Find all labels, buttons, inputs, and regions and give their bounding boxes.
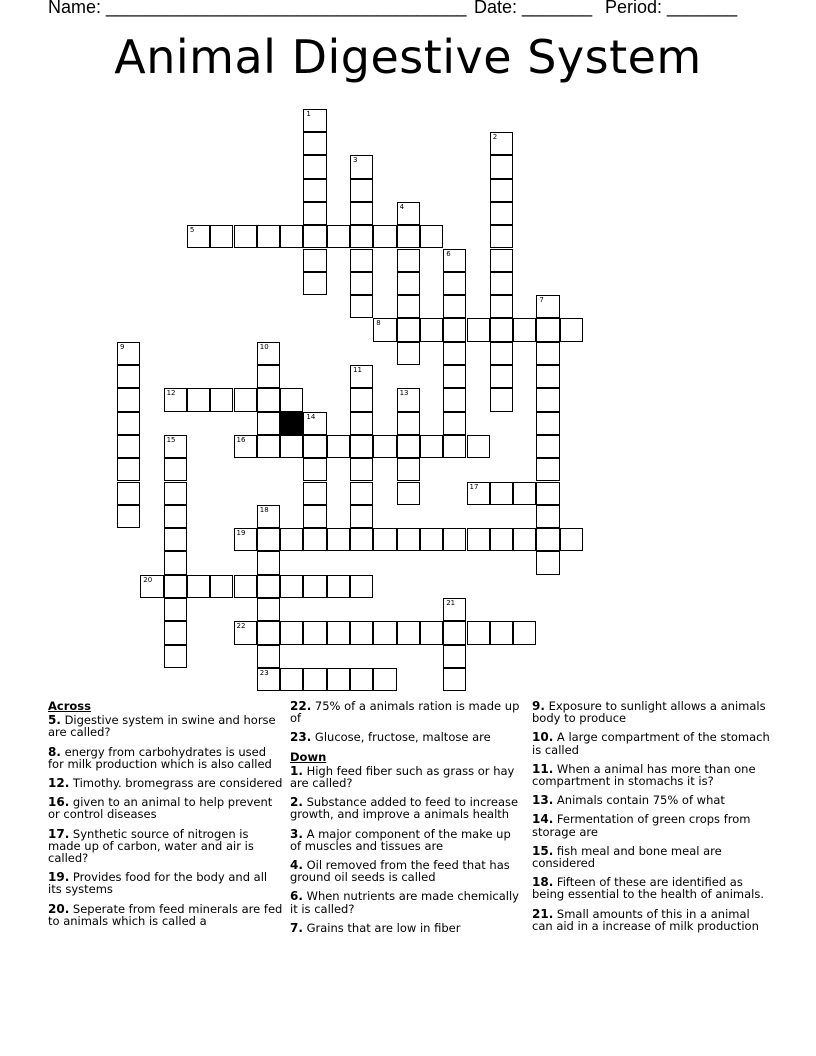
- clue-text: Grains that are low in fiber: [302, 920, 461, 935]
- grid-cell[interactable]: [303, 179, 326, 202]
- clue-item: [48, 777, 283, 789]
- clue-number: 2: [492, 133, 498, 141]
- clue-number: 17: [469, 482, 479, 491]
- grid-cell[interactable]: [280, 668, 303, 691]
- grid-cell[interactable]: [397, 272, 420, 295]
- grid-cell[interactable]: [490, 482, 513, 505]
- clue-item: [532, 876, 772, 900]
- clue-number: 17.: [48, 826, 70, 841]
- clue-number: 22: [236, 622, 246, 631]
- grid-cell[interactable]: [443, 388, 466, 411]
- clue-text: A major component of the make up of muscles and tissues are: [290, 826, 511, 853]
- black-cell: [280, 412, 303, 435]
- grid-cell[interactable]: [490, 295, 513, 318]
- grid-cell[interactable]: [257, 225, 280, 248]
- clue-item: [48, 796, 283, 820]
- grid-cell[interactable]: [350, 365, 373, 388]
- clue-item: [290, 890, 525, 914]
- clue-item: [290, 731, 525, 743]
- clue-item: [48, 828, 283, 865]
- grid-cell[interactable]: [490, 342, 513, 365]
- grid-cell[interactable]: [536, 388, 559, 411]
- grid-cell[interactable]: [420, 225, 443, 248]
- grid-cell[interactable]: [164, 598, 187, 621]
- name-field-label: Name: ____________________________________: [48, 0, 467, 17]
- clue-item: [532, 763, 772, 787]
- grid-cell[interactable]: [397, 249, 420, 272]
- clue-text: Small amounts of this in a animal can aid in a increase of milk production: [532, 906, 759, 933]
- grid-cell[interactable]: [257, 668, 280, 691]
- clue-text: fish meal and bone meal are considered: [532, 843, 722, 871]
- grid-cell[interactable]: [257, 365, 280, 388]
- grid-cell[interactable]: [536, 295, 559, 318]
- grid-cell[interactable]: [257, 575, 280, 598]
- grid-cell[interactable]: [373, 621, 396, 644]
- grid-cell[interactable]: [443, 435, 466, 458]
- grid-cell[interactable]: [536, 458, 559, 481]
- clue-number: 5: [189, 226, 195, 235]
- grid-cell[interactable]: [303, 249, 326, 272]
- clue-number: 13.: [532, 793, 554, 808]
- grid-cell[interactable]: [210, 575, 233, 598]
- clue-item: [532, 700, 772, 724]
- clue-number: 14.: [532, 812, 554, 827]
- clue-item: [48, 871, 283, 895]
- clue-text: Animals contain 75% of what: [553, 793, 725, 808]
- clue-number: 9.: [532, 699, 545, 713]
- grid-cell[interactable]: [117, 388, 140, 411]
- clue-item: [290, 859, 525, 883]
- grid-cell[interactable]: [490, 388, 513, 411]
- grid-cell[interactable]: [443, 621, 466, 644]
- clue-number: 3: [353, 156, 358, 165]
- grid-cell[interactable]: [536, 551, 559, 574]
- grid-cell[interactable]: [536, 482, 559, 505]
- grid-cell[interactable]: [187, 225, 210, 248]
- grid-cell[interactable]: [397, 412, 420, 435]
- clue-number: 16: [236, 435, 246, 444]
- grid-cell[interactable]: [490, 155, 513, 178]
- grid-cell[interactable]: [443, 668, 466, 691]
- clue-text: Exposure to sunlight allows a animals body to produce: [532, 699, 766, 726]
- clue-text: given to an animal to help prevent or control diseases: [48, 795, 273, 822]
- grid-cell[interactable]: [420, 318, 443, 341]
- grid-cell[interactable]: [490, 318, 513, 341]
- grid-cell[interactable]: [373, 318, 396, 341]
- clue-text: Glucose, fructose, maltose are: [311, 730, 491, 745]
- grid-cell[interactable]: [373, 528, 396, 551]
- grid-cell[interactable]: [350, 225, 373, 248]
- clue-number: 6.: [290, 889, 303, 904]
- clue-number: 9: [120, 342, 125, 351]
- grid-cell[interactable]: [467, 435, 490, 458]
- grid-cell[interactable]: [164, 621, 187, 644]
- grid-cell[interactable]: [490, 225, 513, 248]
- grid-cell[interactable]: [397, 295, 420, 318]
- clue-item: [532, 845, 772, 869]
- clue-item: [48, 746, 283, 770]
- grid-cell[interactable]: [536, 435, 559, 458]
- clues-column-1: [48, 700, 283, 934]
- grid-cell[interactable]: [536, 318, 559, 341]
- grid-cell[interactable]: [443, 598, 466, 621]
- clue-number: 7.: [290, 920, 303, 935]
- grid-cell[interactable]: [234, 388, 257, 411]
- grid-cell[interactable]: [350, 202, 373, 225]
- grid-cell[interactable]: [327, 435, 350, 458]
- grid-cell[interactable]: [397, 225, 420, 248]
- grid-cell[interactable]: [303, 435, 326, 458]
- grid-cell[interactable]: [350, 388, 373, 411]
- clue-item: [290, 700, 525, 724]
- grid-cell[interactable]: [420, 621, 443, 644]
- clue-item: [532, 813, 772, 837]
- grid-cell[interactable]: [397, 621, 420, 644]
- clue-item: [48, 714, 283, 738]
- clue-text: Synthetic source of nitrogen is made up of carbon, water and air is called?: [48, 826, 254, 866]
- page-title: Animal Digestive System: [114, 30, 702, 84]
- grid-cell[interactable]: [443, 295, 466, 318]
- grid-cell[interactable]: [327, 668, 350, 691]
- grid-cell[interactable]: [280, 621, 303, 644]
- grid-cell[interactable]: [536, 505, 559, 528]
- across-heading: Across: [48, 699, 91, 713]
- grid-cell[interactable]: [397, 435, 420, 458]
- down-heading: Down: [290, 749, 327, 764]
- grid-cell[interactable]: [303, 202, 326, 225]
- grid-cell[interactable]: [257, 412, 280, 435]
- clue-text: Substance added to feed to increase growth, and improve a animals health: [290, 795, 519, 822]
- grid-cell[interactable]: [420, 528, 443, 551]
- grid-cell[interactable]: [536, 412, 559, 435]
- grid-cell[interactable]: [303, 132, 326, 155]
- grid-cell[interactable]: [560, 318, 583, 341]
- clue-number: 14: [306, 412, 316, 421]
- clue-number: 22.: [290, 699, 312, 713]
- clue-number: 3.: [290, 826, 303, 841]
- grid-cell[interactable]: [210, 388, 233, 411]
- grid-cell[interactable]: [443, 272, 466, 295]
- grid-cell[interactable]: [234, 528, 257, 551]
- grid-cell[interactable]: [350, 435, 373, 458]
- clue-number: 20.: [48, 901, 70, 916]
- grid-cell[interactable]: [303, 668, 326, 691]
- grid-cell[interactable]: [490, 365, 513, 388]
- clue-number: 12: [166, 389, 176, 398]
- clue-number: 20: [143, 575, 153, 584]
- clue-text: When a animal has more than one compartment in stomachs it is?: [532, 761, 756, 789]
- grid-cell[interactable]: [467, 621, 490, 644]
- grid-cell[interactable]: [536, 528, 559, 551]
- grid-cell[interactable]: [443, 528, 466, 551]
- clue-text: Timothy. bromegrass are considered: [69, 776, 283, 791]
- grid-cell[interactable]: [280, 575, 303, 598]
- clue-text: High feed fiber such as grass or hay are called?: [290, 763, 515, 791]
- grid-cell[interactable]: [257, 342, 280, 365]
- grid-cell[interactable]: [117, 365, 140, 388]
- grid-cell[interactable]: [257, 435, 280, 458]
- clue-text: Digestive system in swine and horse are called?: [48, 713, 276, 740]
- grid-cell[interactable]: [164, 482, 187, 505]
- grid-cell[interactable]: [164, 458, 187, 481]
- clue-number: 23.: [290, 730, 312, 745]
- grid-cell[interactable]: [373, 435, 396, 458]
- grid-cell[interactable]: [350, 482, 373, 505]
- clue-item: [532, 908, 772, 932]
- clue-number: 15: [166, 435, 176, 444]
- grid-cell[interactable]: [164, 435, 187, 458]
- grid-cell[interactable]: [420, 435, 443, 458]
- clue-number: 12.: [48, 776, 70, 791]
- grid-cell[interactable]: [513, 528, 536, 551]
- grid-cell[interactable]: [443, 249, 466, 272]
- clues-column-3: [532, 700, 772, 939]
- grid-cell[interactable]: [117, 412, 140, 435]
- grid-cell[interactable]: [350, 528, 373, 551]
- grid-cell[interactable]: [327, 621, 350, 644]
- grid-cell[interactable]: [210, 225, 233, 248]
- clue-item: [48, 903, 283, 927]
- grid-cell[interactable]: [303, 155, 326, 178]
- clue-number: 11: [353, 366, 362, 374]
- grid-cell[interactable]: [350, 575, 373, 598]
- grid-cell[interactable]: [303, 458, 326, 481]
- grid-cell[interactable]: [280, 388, 303, 411]
- grid-cell[interactable]: [257, 551, 280, 574]
- clue-number: 2.: [290, 795, 303, 810]
- grid-cell[interactable]: [397, 388, 420, 411]
- grid-cell[interactable]: [164, 575, 187, 598]
- grid-cell[interactable]: [164, 505, 187, 528]
- grid-cell[interactable]: [303, 575, 326, 598]
- grid-cell[interactable]: [280, 225, 303, 248]
- clue-number: 18.: [532, 875, 554, 890]
- grid-cell[interactable]: [373, 668, 396, 691]
- clue-number: 10.: [532, 730, 554, 745]
- grid-cell[interactable]: [350, 179, 373, 202]
- grid-cell[interactable]: [490, 132, 513, 155]
- clue-text: energy from carbohydrates is used for milk production which is also called: [48, 744, 272, 771]
- clue-number: 18: [259, 505, 269, 514]
- grid-cell[interactable]: [234, 621, 257, 644]
- clue-number: 1: [306, 109, 311, 118]
- clue-number: 21: [446, 599, 456, 607]
- clue-text: Fifteen of these are identified as being essential to the health of animals.: [532, 875, 764, 902]
- grid-cell[interactable]: [117, 342, 140, 365]
- grid-cell[interactable]: [303, 272, 326, 295]
- grid-cell[interactable]: [443, 645, 466, 668]
- clue-item: [290, 922, 525, 934]
- grid-cell[interactable]: [257, 528, 280, 551]
- grid-cell[interactable]: [490, 249, 513, 272]
- grid-cell[interactable]: [490, 272, 513, 295]
- clue-text: Seperate from feed minerals are fed to animals which is called a: [48, 901, 283, 928]
- clue-number: 11.: [532, 761, 554, 776]
- grid-cell[interactable]: [397, 202, 420, 225]
- clue-text: 75% of a animals ration is made up of: [290, 699, 520, 726]
- grid-cell[interactable]: [513, 318, 536, 341]
- grid-cell[interactable]: [303, 505, 326, 528]
- grid-cell[interactable]: [490, 528, 513, 551]
- grid-cell[interactable]: [513, 482, 536, 505]
- grid-cell[interactable]: [490, 179, 513, 202]
- grid-cell[interactable]: [257, 388, 280, 411]
- clue-text: When nutrients are made chemically it is called?: [290, 889, 519, 916]
- clue-number: 10: [259, 342, 269, 351]
- grid-cell[interactable]: [303, 528, 326, 551]
- grid-cell[interactable]: [350, 505, 373, 528]
- clue-number: 15.: [532, 843, 554, 858]
- grid-cell[interactable]: [350, 249, 373, 272]
- clue-text: Oil removed from the feed that has ground oil seeds is called: [290, 858, 510, 885]
- clue-number: 13: [399, 389, 409, 398]
- grid-cell[interactable]: [117, 435, 140, 458]
- clue-text: A large compartment of the stomach is called: [532, 730, 770, 757]
- grid-cell[interactable]: [303, 412, 326, 435]
- grid-cell[interactable]: [350, 272, 373, 295]
- grid-cell[interactable]: [490, 202, 513, 225]
- clue-text: Provides food for the body and all its systems: [48, 870, 268, 897]
- grid-cell[interactable]: [257, 598, 280, 621]
- grid-cell[interactable]: [513, 621, 536, 644]
- clue-item: [532, 731, 772, 755]
- grid-cell[interactable]: [397, 342, 420, 365]
- grid-cell[interactable]: [303, 621, 326, 644]
- grid-cell[interactable]: [397, 458, 420, 481]
- grid-cell[interactable]: [560, 528, 583, 551]
- grid-cell[interactable]: [467, 318, 490, 341]
- grid-cell[interactable]: [467, 482, 490, 505]
- grid-cell[interactable]: [303, 225, 326, 248]
- clue-item: [532, 794, 772, 806]
- grid-cell[interactable]: [327, 528, 350, 551]
- grid-cell[interactable]: [490, 621, 513, 644]
- period-field-label: Period: _______: [605, 0, 738, 17]
- grid-cell[interactable]: [257, 505, 280, 528]
- grid-cell[interactable]: [443, 342, 466, 365]
- grid-cell[interactable]: [303, 109, 326, 132]
- grid-cell[interactable]: [327, 225, 350, 248]
- grid-cell[interactable]: [117, 505, 140, 528]
- grid-cell[interactable]: [140, 575, 163, 598]
- clue-number: 4.: [290, 858, 303, 873]
- grid-cell[interactable]: [164, 528, 187, 551]
- grid-cell[interactable]: [257, 621, 280, 644]
- clue-number: 4: [399, 202, 405, 211]
- clue-number: 21.: [532, 906, 554, 921]
- grid-cell[interactable]: [536, 342, 559, 365]
- grid-cell[interactable]: [536, 365, 559, 388]
- grid-cell[interactable]: [443, 318, 466, 341]
- grid-cell[interactable]: [187, 388, 210, 411]
- grid-cell[interactable]: [257, 645, 280, 668]
- grid-cell[interactable]: [467, 528, 490, 551]
- clue-number: 1.: [290, 763, 303, 778]
- clue-number: 8.: [48, 744, 61, 759]
- clues-column-2: [290, 700, 525, 941]
- grid-cell[interactable]: [350, 412, 373, 435]
- grid-cell[interactable]: [187, 575, 210, 598]
- clue-number: 8: [376, 319, 381, 328]
- grid-cell[interactable]: [164, 388, 187, 411]
- clue-number: 16.: [48, 795, 70, 810]
- grid-cell[interactable]: [397, 318, 420, 341]
- clue-number: 7: [539, 296, 544, 305]
- grid-cell[interactable]: [397, 482, 420, 505]
- grid-cell[interactable]: [117, 458, 140, 481]
- grid-cell[interactable]: [350, 295, 373, 318]
- grid-cell[interactable]: [350, 155, 373, 178]
- grid-cell[interactable]: [350, 668, 373, 691]
- grid-cell[interactable]: [350, 458, 373, 481]
- grid-cell[interactable]: [350, 621, 373, 644]
- clue-text: Fermentation of green crops from storage are: [532, 812, 751, 839]
- clue-number: 19: [236, 529, 246, 538]
- grid-cell[interactable]: [303, 482, 326, 505]
- grid-cell[interactable]: [280, 435, 303, 458]
- clue-item: [290, 796, 525, 820]
- clue-number: 5.: [48, 713, 61, 728]
- grid-cell[interactable]: [443, 412, 466, 435]
- grid-cell[interactable]: [280, 528, 303, 551]
- grid-cell[interactable]: [373, 225, 396, 248]
- grid-cell[interactable]: [327, 575, 350, 598]
- grid-cell[interactable]: [164, 645, 187, 668]
- grid-cell[interactable]: [234, 575, 257, 598]
- clue-item: [290, 765, 525, 789]
- grid-cell[interactable]: [164, 551, 187, 574]
- clue-number: 19.: [48, 870, 70, 885]
- grid-cell[interactable]: [117, 482, 140, 505]
- grid-cell[interactable]: [397, 528, 420, 551]
- grid-cell[interactable]: [234, 225, 257, 248]
- clue-item: [290, 828, 525, 852]
- clue-number: 23: [259, 668, 269, 677]
- clue-number: 6: [446, 249, 451, 258]
- date-field-label: Date: _______: [474, 0, 593, 17]
- grid-cell[interactable]: [443, 365, 466, 388]
- grid-cell[interactable]: [234, 435, 257, 458]
